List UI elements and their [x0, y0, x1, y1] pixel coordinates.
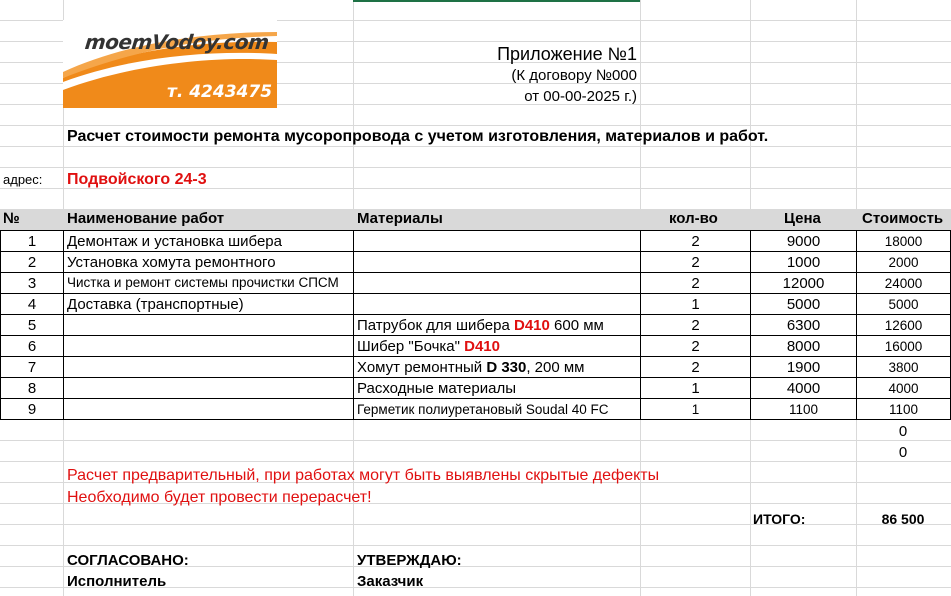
row-work — [64, 357, 354, 378]
row-price: 12000 — [751, 273, 857, 294]
total-value: 86 500 — [881, 511, 925, 527]
row-qty: 2 — [641, 252, 751, 273]
note-preliminary: Расчет предварительный, при работах могут быть выявлены скрытые дефекты — [67, 467, 660, 484]
row-work: Чистка и ремонт системы прочистки СПСМ — [64, 273, 354, 294]
selected-cell-indicator — [353, 0, 640, 2]
row-num: 7 — [1, 357, 64, 378]
row-qty: 2 — [641, 336, 751, 357]
row-price: 6300 — [751, 315, 857, 336]
col-header-price: Цена — [784, 210, 821, 227]
row-num: 9 — [1, 399, 64, 420]
items-table — [0, 230, 951, 420]
col-header-materials: Материалы — [357, 210, 443, 227]
table-row — [1, 252, 951, 273]
col-header-qty: кол-во — [669, 210, 718, 227]
row-price: 9000 — [751, 231, 857, 252]
col-header-num: № — [3, 210, 20, 227]
row-material: Хомут ремонтный D 330, 200 мм — [354, 357, 641, 378]
table-row — [1, 273, 951, 294]
row-cost: 2000 — [857, 252, 951, 273]
logo-brand-name: moemVodoy.com — [83, 30, 270, 54]
executor-label: Исполнитель — [67, 573, 167, 590]
row-material: Шибер "Бочка" D410 — [354, 336, 641, 357]
address-value: Подвойского 24-3 — [67, 171, 207, 188]
document-title: Расчет стоимости ремонта мусоропровода с учетом изготовления, материалов и работ. — [67, 128, 769, 145]
row-material — [354, 294, 641, 315]
row-num: 1 — [1, 231, 64, 252]
row-price: 4000 — [751, 378, 857, 399]
address-label: адрес: — [3, 172, 43, 187]
row-price: 1000 — [751, 252, 857, 273]
row-work — [64, 378, 354, 399]
row-price: 1100 — [751, 399, 857, 420]
company-logo — [63, 20, 277, 108]
col-header-cost: Стоимость — [862, 210, 944, 227]
row-material — [354, 273, 641, 294]
row-cost: 3800 — [857, 357, 951, 378]
row-qty: 2 — [641, 315, 751, 336]
row-cost: 4000 — [857, 378, 951, 399]
row-material: Расходные материалы — [354, 378, 641, 399]
agreed-label: СОГЛАСОВАНО: — [67, 552, 189, 569]
row-work — [64, 336, 354, 357]
row-work: Демонтаж и установка шибера — [64, 231, 354, 252]
table-row — [1, 378, 951, 399]
row-cost: 24000 — [857, 273, 951, 294]
row-cost: 12600 — [857, 315, 951, 336]
row-price: 5000 — [751, 294, 857, 315]
row-material — [354, 252, 641, 273]
extra-cost-1: 0 — [898, 423, 908, 440]
row-qty: 1 — [641, 399, 751, 420]
logo-phone: т. 4243475 — [167, 82, 273, 102]
row-qty: 2 — [641, 231, 751, 252]
approve-label: УТВЕРЖДАЮ: — [357, 552, 462, 569]
row-cost: 16000 — [857, 336, 951, 357]
contract-date: от 00-00-2025 г.) — [524, 88, 637, 105]
total-label: ИТОГО: — [753, 511, 806, 527]
row-qty: 1 — [641, 378, 751, 399]
row-num: 8 — [1, 378, 64, 399]
row-num: 6 — [1, 336, 64, 357]
row-material — [354, 231, 641, 252]
row-material: Герметик полиуретановый Soudal 40 FC — [354, 399, 641, 420]
row-material: Патрубок для шибера D410 600 мм — [354, 315, 641, 336]
row-cost: 1100 — [857, 399, 951, 420]
row-work — [64, 315, 354, 336]
row-num: 2 — [1, 252, 64, 273]
contract-reference: (К договору №000 — [511, 67, 637, 84]
table-row — [1, 315, 951, 336]
row-price: 1900 — [751, 357, 857, 378]
row-num: 4 — [1, 294, 64, 315]
table-row — [1, 357, 951, 378]
row-price: 8000 — [751, 336, 857, 357]
row-qty: 2 — [641, 357, 751, 378]
note-recalculation: Необходимо будет провести перерасчет! — [67, 489, 372, 506]
table-row — [1, 294, 951, 315]
table-row — [1, 231, 951, 252]
row-num: 5 — [1, 315, 64, 336]
row-num: 3 — [1, 273, 64, 294]
row-work: Доставка (транспортные) — [64, 294, 354, 315]
row-qty: 1 — [641, 294, 751, 315]
appendix-title: Приложение №1 — [497, 44, 637, 64]
row-cost: 18000 — [857, 231, 951, 252]
table-row — [1, 399, 951, 420]
row-qty: 2 — [641, 273, 751, 294]
row-work — [64, 399, 354, 420]
row-cost: 5000 — [857, 294, 951, 315]
col-header-work: Наименование работ — [67, 210, 225, 227]
row-work: Установка хомута ремонтного — [64, 252, 354, 273]
extra-cost-2: 0 — [898, 444, 908, 461]
customer-label: Заказчик — [357, 573, 424, 590]
table-row — [1, 336, 951, 357]
